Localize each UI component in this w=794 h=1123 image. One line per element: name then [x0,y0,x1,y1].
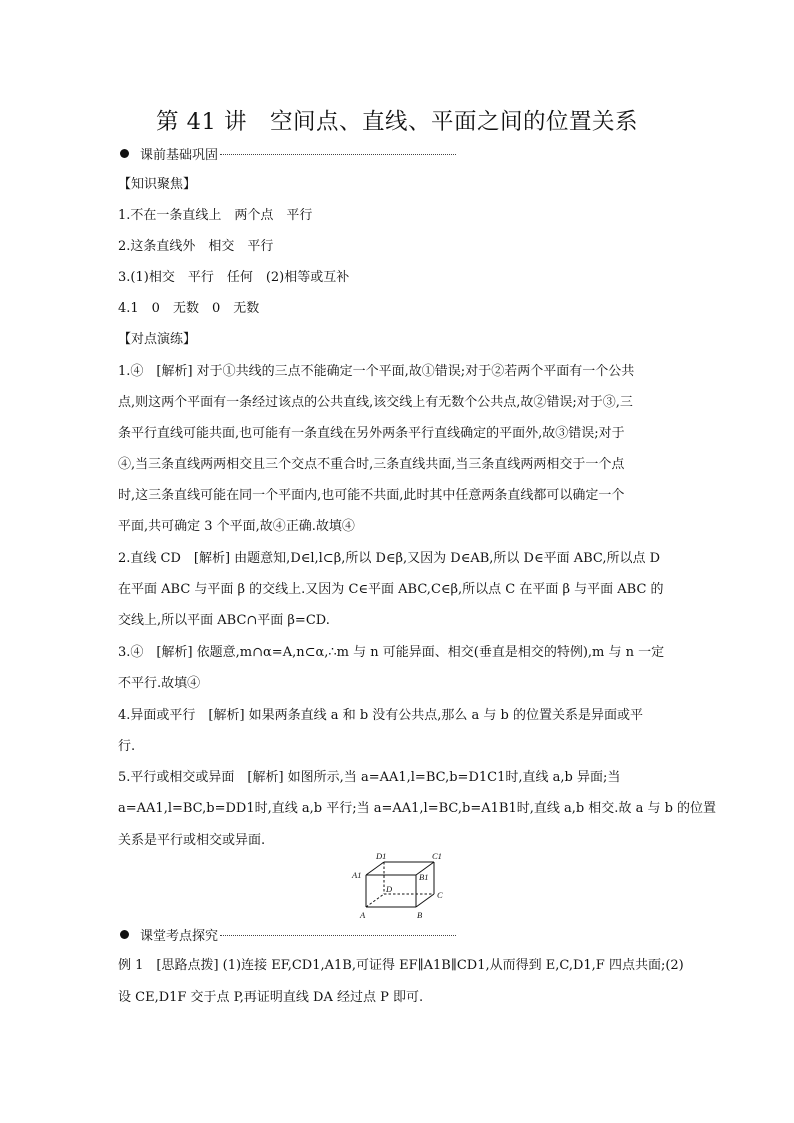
edge-A1D1 [366,862,384,875]
knowledge-header: 【知识聚焦】 [118,177,197,192]
label-B1: B1 [419,872,429,882]
text-line: 在平面 ABC 与平面 β 的交线上.又因为 C∈平面 ABC,C∈β,所以点 C 在平面 β 与平面 ABC 的 [118,582,664,597]
section-in-class [120,925,456,943]
text-line: a=AA1,l=BC,b=DD1时,直线 a,b 平行;当 a=AA1,l=BC,b=A1B1时,直线 a,b 相交.故 a 与 b 的位置 [118,801,717,816]
text-line: 条平行直线可能共面,也可能有一条直线在另外两条平行直线确定的平面外,故③错误;对于 [118,426,625,441]
section-in-class-label: 课堂考点探究 [140,928,219,944]
label-C: C [437,890,443,900]
text-line: 时,这三条直线可能在同一个平面内,也可能不共面,此时其中任意两条直线都可以确定一个 [118,488,625,503]
section-pre-class-label: 课前基础巩固 [140,147,219,163]
text-line: 平面,共可确定 3 个平面,故④正确.故填④ [118,519,355,534]
knowledge-item-4: 4.1 0 无数 0 无数 [118,301,260,316]
knowledge-item-3: 3.(1)相交 平行 任何 (2)相等或互补 [118,270,350,285]
page-title: 第 41 讲 空间点、直线、平面之间的位置关系 [156,109,638,135]
knowledge-item-1: 1.不在一条直线上 两个点 平行 [118,208,313,223]
label-C1: C1 [432,851,442,861]
text-line: 不平行.故填④ [118,676,201,691]
text-line: 5.平行或相交或异面 [解析] 如图所示,当 a=AA1,l=BC,b=D1C1时,直线 a,b 异面;当 [118,770,621,785]
text-line: 4.异面或平行 [解析] 如果两条直线 a 和 b 没有公共点,那么 a 与 b 的位置关系是异面或平 [118,708,644,723]
label-A1: A1 [352,870,362,880]
text-line: 行. [118,739,136,754]
edge-AD [366,894,384,907]
dotted-divider [220,154,456,155]
bullet-icon [120,149,129,158]
label-D: D [386,884,393,894]
example-line: 设 CE,D1F 交于点 P,再证明直线 DA 经过点 P 即可. [118,990,424,1005]
text-line: 1.④ [解析] 对于①共线的三点不能确定一个平面,故①错误;对于②若两个平面有一个公共 [118,364,635,379]
text-line: ④,当三条直线两两相交且三个交点不重合时,三条直线共面,当三条直线两两相交于一个点 [118,457,625,472]
text-line: 点,则这两个平面有一条经过该点的公共直线,该交线上有无数个公共点,故②错误;对于③,三 [118,395,633,410]
text-line: 3.④ [解析] 依题意,m∩α=A,n⊂α,∴m 与 n 可能异面、相交(垂直是相交的特例),m 与 n 一定 [118,645,665,660]
dotted-divider [220,935,456,936]
section-pre-class [120,144,456,162]
text-line: 关系是平行或相交或异面. [118,833,266,848]
practice-header: 【对点演练】 [118,332,197,347]
label-D1: D1 [376,851,387,861]
text-line: 2.直线 CD [解析] 由题意知,D∈l,l⊂β,所以 D∈β,又因为 D∈AB,所以 D∈平面 ABC,所以点 D [118,551,661,566]
edge-BC [416,894,434,907]
cuboid-figure [340,850,460,922]
label-A: A [360,910,366,920]
bullet-icon [120,930,129,939]
label-B: B [417,910,423,920]
text-line: 交线上,所以平面 ABC∩平面 β=CD. [118,613,330,628]
example-line: 例 1 [思路点拨] (1)连接 EF,CD1,A1B,可证得 EF∥A1B∥CD1,从而得到 E,C,D1,F 四点共面;(2) [118,958,684,973]
knowledge-item-2: 2.这条直线外 相交 平行 [118,239,274,254]
